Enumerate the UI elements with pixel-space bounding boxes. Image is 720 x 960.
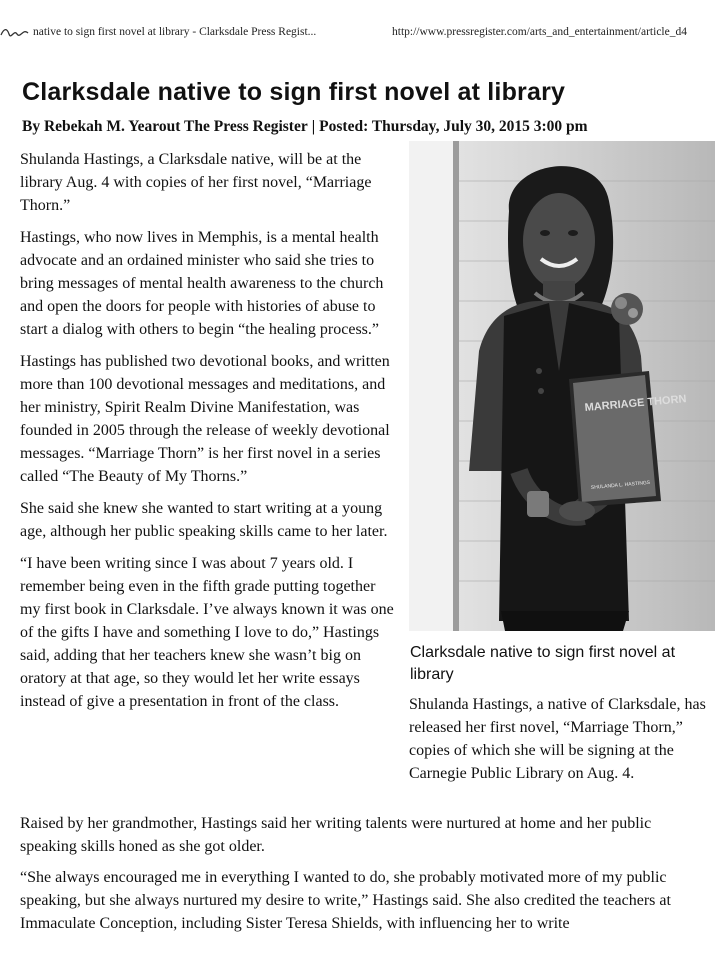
article-paragraph: “I have been writing since I was about 7 years old. I remember being even in the fifth grade putting together my first book in Clarksdale. I’ve always known it was one of the gifts I have and something I love to do,” Hastings said, adding that her teachers knew she wasn’t big on oratory at that age, so they would let her write essays instead of give a presentation in front of the class. bbox=[20, 555, 394, 710]
byline-separator: | bbox=[311, 118, 316, 135]
article-paragraph: “She always encouraged me in everything I wanted to do, she probably motivated more of my public speaking, but she always nurtured my desire to write,” Hastings said. She also credited the teachers at Immaculate Conception, including Sister Teresa Shields, with influencing her to write bbox=[20, 869, 671, 932]
article-byline bbox=[22, 118, 588, 136]
author-portrait-illustration bbox=[409, 141, 715, 631]
article-paragraph: She said she knew she wanted to start writing at a young age, although her public speaking skills came to her later. bbox=[20, 500, 388, 540]
article-headline: Clarksdale native to sign first novel at library bbox=[22, 78, 566, 106]
article-paragraph: Raised by her grandmother, Hastings said her writing talents were nurtured at home and her public speaking skills honed as she got older. bbox=[20, 815, 652, 855]
article-paragraph: Hastings has published two devotional books, and written more than 100 devotional messages and meditations, and her ministry, Spirit Realm Divine Manifestation, was founded in 2005 through the release of weekly devotional messages. “Marriage Thorn” is her first novel in a series called “The Beauty of My Thorns.” bbox=[20, 353, 390, 485]
site-favicon-icon bbox=[0, 26, 30, 38]
article-paragraph: Hastings, who now lives in Memphis, is a mental health advocate and an ordained minister who said she tries to bring messages of mental health awareness to the church and open the doors for people with histories of abuse to start a dialog with others to begin “the healing process.” bbox=[20, 229, 384, 338]
photo-caption-title: Clarksdale native to sign first novel at library bbox=[410, 644, 676, 683]
photo-caption-text: Shulanda Hastings, a native of Clarksdale, has released her first novel, “Marriage Thorn,” copies of which she will be signing at the Carnegie Public Library on Aug. 4. bbox=[409, 696, 706, 782]
byline-author: By Rebekah M. Yearout The Press Register bbox=[22, 118, 308, 135]
article-photo bbox=[409, 141, 715, 631]
byline-posted-date: Posted: Thursday, July 30, 2015 3:00 pm bbox=[319, 118, 588, 135]
page-tab-title: native to sign first novel at library - Clarksdale Press Regist... bbox=[33, 26, 317, 38]
article-paragraph: Shulanda Hastings, a Clarksdale native, will be at the library Aug. 4 with copies of her first novel, “Marriage Thorn.” bbox=[20, 151, 372, 214]
book-title: MARRIAGE THORN bbox=[584, 393, 687, 414]
book-author: SHULANDA L. HASTINGS bbox=[590, 479, 651, 491]
page-url: http://www.pressregister.com/arts_and_entertainment/article_d4 bbox=[392, 26, 687, 38]
browser-print-header bbox=[0, 24, 720, 44]
article-body-left-column bbox=[20, 148, 398, 722]
